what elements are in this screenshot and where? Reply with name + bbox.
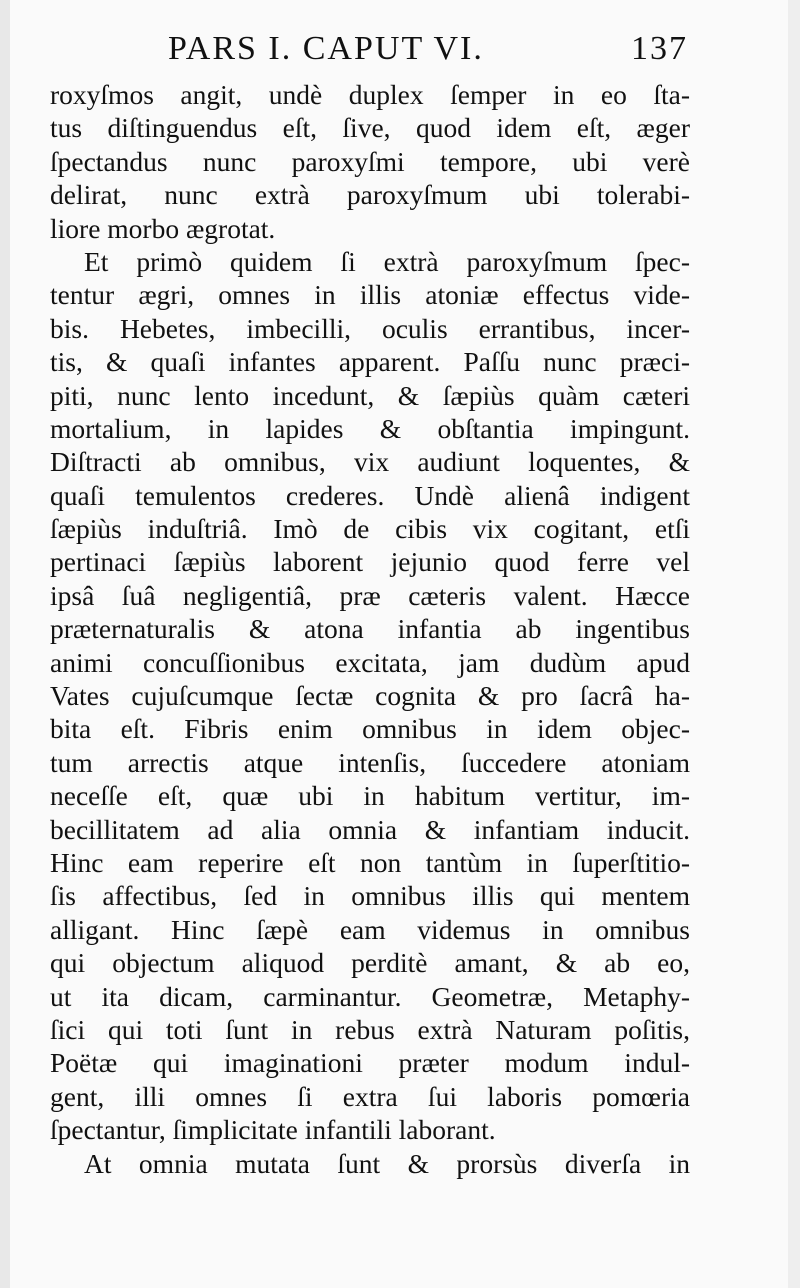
text-line: Hinc eam reperire eſt non tantùm in ſuperſtitio- [50,846,690,878]
text-line: pertinaci ſæpiùs laborent jejunio quod ferre vel [50,546,690,578]
text-line: neceſſe eſt, quæ ubi in habitum vertitur, im- [50,780,690,812]
text-line: tum arrectis atque intenſis, ſuccedere atoniam [50,746,690,778]
text-line: bis. Hebetes, imbecilli, oculis errantibus, incer- [50,312,690,344]
text-line: becillitatem ad alia omnia & infantiam inducit. [50,813,690,845]
text-line: At omnia mutata ſunt & prorsùs diverſa in [84,1147,690,1179]
page-number: 137 [631,30,688,67]
body-text [50,78,690,1180]
page-edge [788,0,800,1288]
text-line: liore morbo ægrotat. [50,212,276,244]
text-line: Et primò quidem ſi extrà paroxyſmum ſpec- [84,245,690,277]
text-line: gent, illi omnes ſi extra ſui laboris pomœria [50,1080,690,1112]
text-line: ſæpiùs induſtriâ. Imò de cibis vix cogitant, etſi [50,513,690,545]
text-line: ſici qui toti ſunt in rebus extrà Naturam poſitis, [50,1013,690,1045]
text-line: tus diſtinguendus eſt, ſive, quod idem eſt, æger [50,112,690,144]
text-line: delirat, nunc extrà paroxyſmum ubi tolerabi- [50,179,690,211]
text-line: roxyſmos angit, undè duplex ſemper in eo ſta- [50,79,690,110]
text-line: ſis affectibus, ſed in omnibus illis qui mentem [50,880,690,912]
text-line: piti, nunc lento incedunt, & ſæpiùs quàm cæteri [50,379,690,411]
text-line: alligant. Hinc ſæpè eam videmus in omnibus [50,913,690,945]
text-line: Diſtracti ab omnibus, vix audiunt loquentes, & [50,446,690,478]
text-line: quaſi temulentos crederes. Undè alienâ indigent [50,479,690,511]
text-line: qui objectum aliquod perditè amant, & ab eo, [50,947,690,979]
page-header [168,30,688,78]
text-line: præternaturalis & atona infantia ab ingentibus [50,613,690,645]
text-line: mortalium, in lapides & obſtantia impingunt. [50,412,690,444]
text-line: tis, & quaſi infantes apparent. Paſſu nunc præci- [50,346,690,378]
text-line: Vates cujuſcumque ſectæ cognita & pro ſacrâ ha- [50,680,690,712]
page-gutter-shadow [0,0,10,1288]
running-head: PARS I. CAPUT VI. [168,30,484,67]
text-line: ut ita dicam, carminantur. Geometræ, Metaphy- [50,980,690,1012]
text-line: animi concuſſionibus excitata, jam dudùm apud [50,646,690,678]
text-line: bita eſt. Fibris enim omnibus in idem objec- [50,713,690,745]
text-line: ſpectandus nunc paroxyſmi tempore, ubi verè [50,145,690,177]
text-line: ipsâ ſuâ negligentiâ, præ cæteris valent. Hæcce [50,579,690,611]
text-line: tentur ægri, omnes in illis atoniæ effectus vide- [50,279,690,311]
text-line: Poëtæ qui imaginationi præter modum indul- [50,1047,690,1079]
text-line: ſpectantur, ſimplicitate infantili laborant. [50,1114,496,1146]
